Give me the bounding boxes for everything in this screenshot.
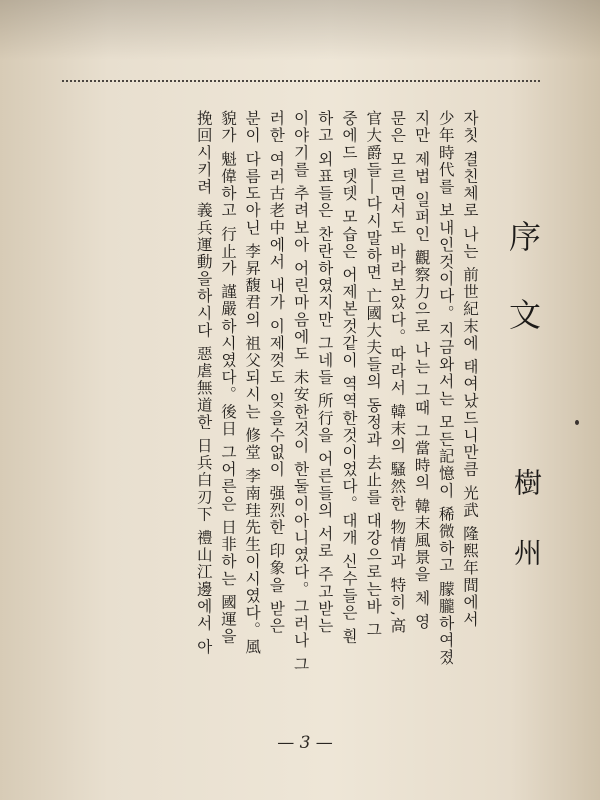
author-name: 樹州 [510,468,543,608]
body-text [192,110,482,720]
text-column: 문은 모르면서도 바라보았다。따라서 韓末의 騷然한 物情과 特히,高 [388,110,407,635]
text-column: 러한 여러古老中에서 내가 이제껏도 잊을수없이 强烈한 印象을 받은 [267,110,286,635]
text-column: 자칫 결친체로 나는 前世紀末에 태여났드니만큼 光武 隆熙年間에서 [461,110,479,628]
page-shadow [0,0,600,60]
dotted-rule [62,80,540,82]
text-column: 貌가 魁偉하고 行止가 謹嚴하시였다。後日 그어른은 日非하는 國運을 [218,110,237,646]
page-number: — 3 — [277,733,333,753]
text-column: 분이 다름도아닌 李昇馥君의 祖父되시는 修堂 李南珪先生이시였다。風 [243,110,262,656]
ink-spot [575,420,579,425]
text-column: 지만 제법 일퍼인 觀察力으로 나는 그때 그當時의 韓末風景을 체 영 [412,110,431,631]
text-column: 중에드 뎃뎃 모습은 어제본것같이 역역한것이었다。대개 신수들은 훤 [339,110,358,646]
text-column: 挽回시키려 義兵運動을하시다 惡虐無道한 日兵白刃下 禮山江邊에서 아 [194,110,213,656]
text-column: 하고 외표들은 찬란하였지만 그네들 所行을 어른들의 서로 주고받는 [315,110,334,635]
text-column: 이야기를 추려보아 어린마음에도 未安한것이 한둘이아니였다。그러나 그 [291,110,310,673]
text-column: 少年時代를 보내인것이다。지금와서는 모든記憶이 稀微하고 朦朧하여졌 [436,110,455,667]
section-title: 序文 [504,220,542,376]
text-column: 官大爵들―다시말하면 亡國大夫들의 동정과 去止를 대강으로는바 그 [364,110,383,639]
